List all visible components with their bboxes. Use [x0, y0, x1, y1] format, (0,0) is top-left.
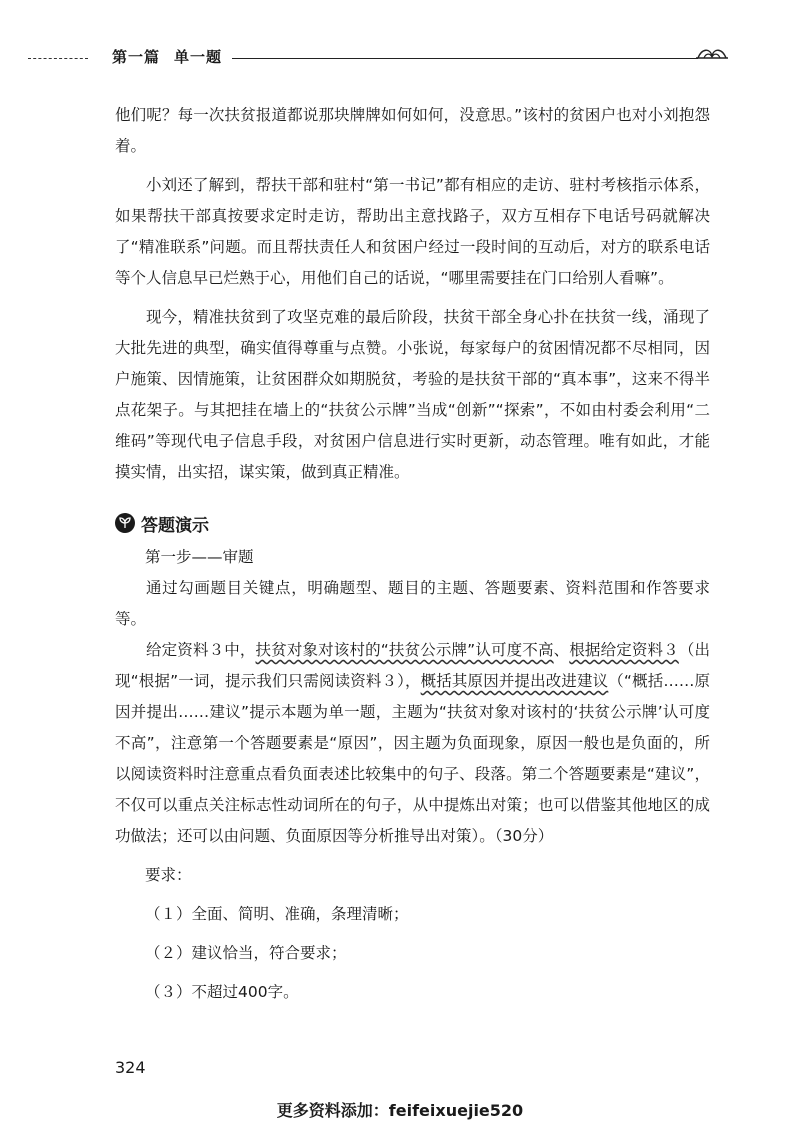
- paragraph-4: 通过勾画题目关键点，明确题型、题目的主题、答题要素、资料范围和作答要求等。: [115, 579, 710, 628]
- para5-text-1: 给定资料３中，: [146, 641, 256, 659]
- footer-note: 更多资料添加：feifeixuejie520: [276, 1101, 524, 1120]
- section-heading: [115, 506, 710, 540]
- header-part: 第一篇: [112, 48, 161, 66]
- para5-text-4: （“概括……原因并提出……建议”提示本题为单一题，主题为“扶贫对象对该村的‘扶贫公示牌’认可度不高”，注意第一个答题要素是“原因”，因主题为负面现象，原因一般也是负面的，所以阅读资料时注意重点看负面表述比较集中的句子、段落。第二个答题要素是“建议”，不仅可以重点关注标志性动词所在的句子，从中提炼出对策；也可以借鉴其他地区的成功做法；还可以由问题、负面原因等分析推导出对策）。（30分）: [115, 672, 710, 845]
- page-body: [115, 100, 710, 1008]
- page-number: 324: [115, 1058, 146, 1077]
- header-chapter: 单一题: [174, 48, 223, 66]
- paragraph-1: 他们呢？每一次扶贫报道都说那块牌牌如何如何，没意思。”该村的贫困户也对小刘抱怨着。: [115, 106, 710, 155]
- para5-text-3: （出现“根据”一词，提示我们只需阅读资料３），: [115, 641, 710, 690]
- sprout-badge-icon: [115, 513, 135, 533]
- underlined-task: 概括其原因并提出改进建议: [420, 672, 609, 690]
- requirement-item: （１）全面、简明、准确，条理清晰；: [145, 905, 409, 923]
- step-title: 第一步——审题: [145, 548, 254, 566]
- requirement-item: （３）不超过400字。: [145, 983, 299, 1001]
- leaf-ornament-icon: [696, 44, 728, 66]
- requirements-label: 要求：: [145, 866, 192, 884]
- header-rule: [232, 58, 698, 59]
- underlined-scope: 根据给定资料３: [569, 641, 679, 659]
- header-title: [112, 46, 236, 67]
- underlined-topic: 扶贫对象对该村的“扶贫公示牌”认可度不高: [255, 641, 554, 659]
- running-header: [0, 40, 800, 80]
- section-title: 答题演示: [141, 515, 209, 536]
- paragraph-2: 小刘还了解到，帮扶干部和驻村“第一书记”都有相应的走访、驻村考核指示体系，如果帮扶干部真按要求定时走访，帮助出主意找路子，双方互相存下电话号码就解决了“精准联系”问题。而且帮扶责任人和贫困户经过一段时间的互动后，对方的联系电话等个人信息早已烂熟于心，用他们自己的话说，“哪里需要挂在门口给别人看嘛”。: [115, 176, 710, 287]
- para5-text-2: 、: [553, 641, 570, 659]
- paragraph-5: [115, 635, 710, 852]
- header-dash-left: [28, 58, 88, 59]
- paragraph-3: 现今，精准扶贫到了攻坚克难的最后阶段，扶贫干部全身心扑在扶贫一线，涌现了大批先进的典型，确实值得尊重与点赞。小张说，每家每户的贫困情况都不尽相同，因户施策、因情施策，让贫困群众如期脱贫，考验的是扶贫干部的“真本事”，这来不得半点花架子。与其把挂在墙上的“扶贫公示牌”当成“创新”“探索”，不如由村委会利用“二维码”等现代电子信息手段，对贫困户信息进行实时更新，动态管理。唯有如此，才能摸实情，出实招，谋实策，做到真正精准。: [115, 308, 710, 481]
- requirement-item: （２）建议恰当，符合要求；: [145, 944, 347, 962]
